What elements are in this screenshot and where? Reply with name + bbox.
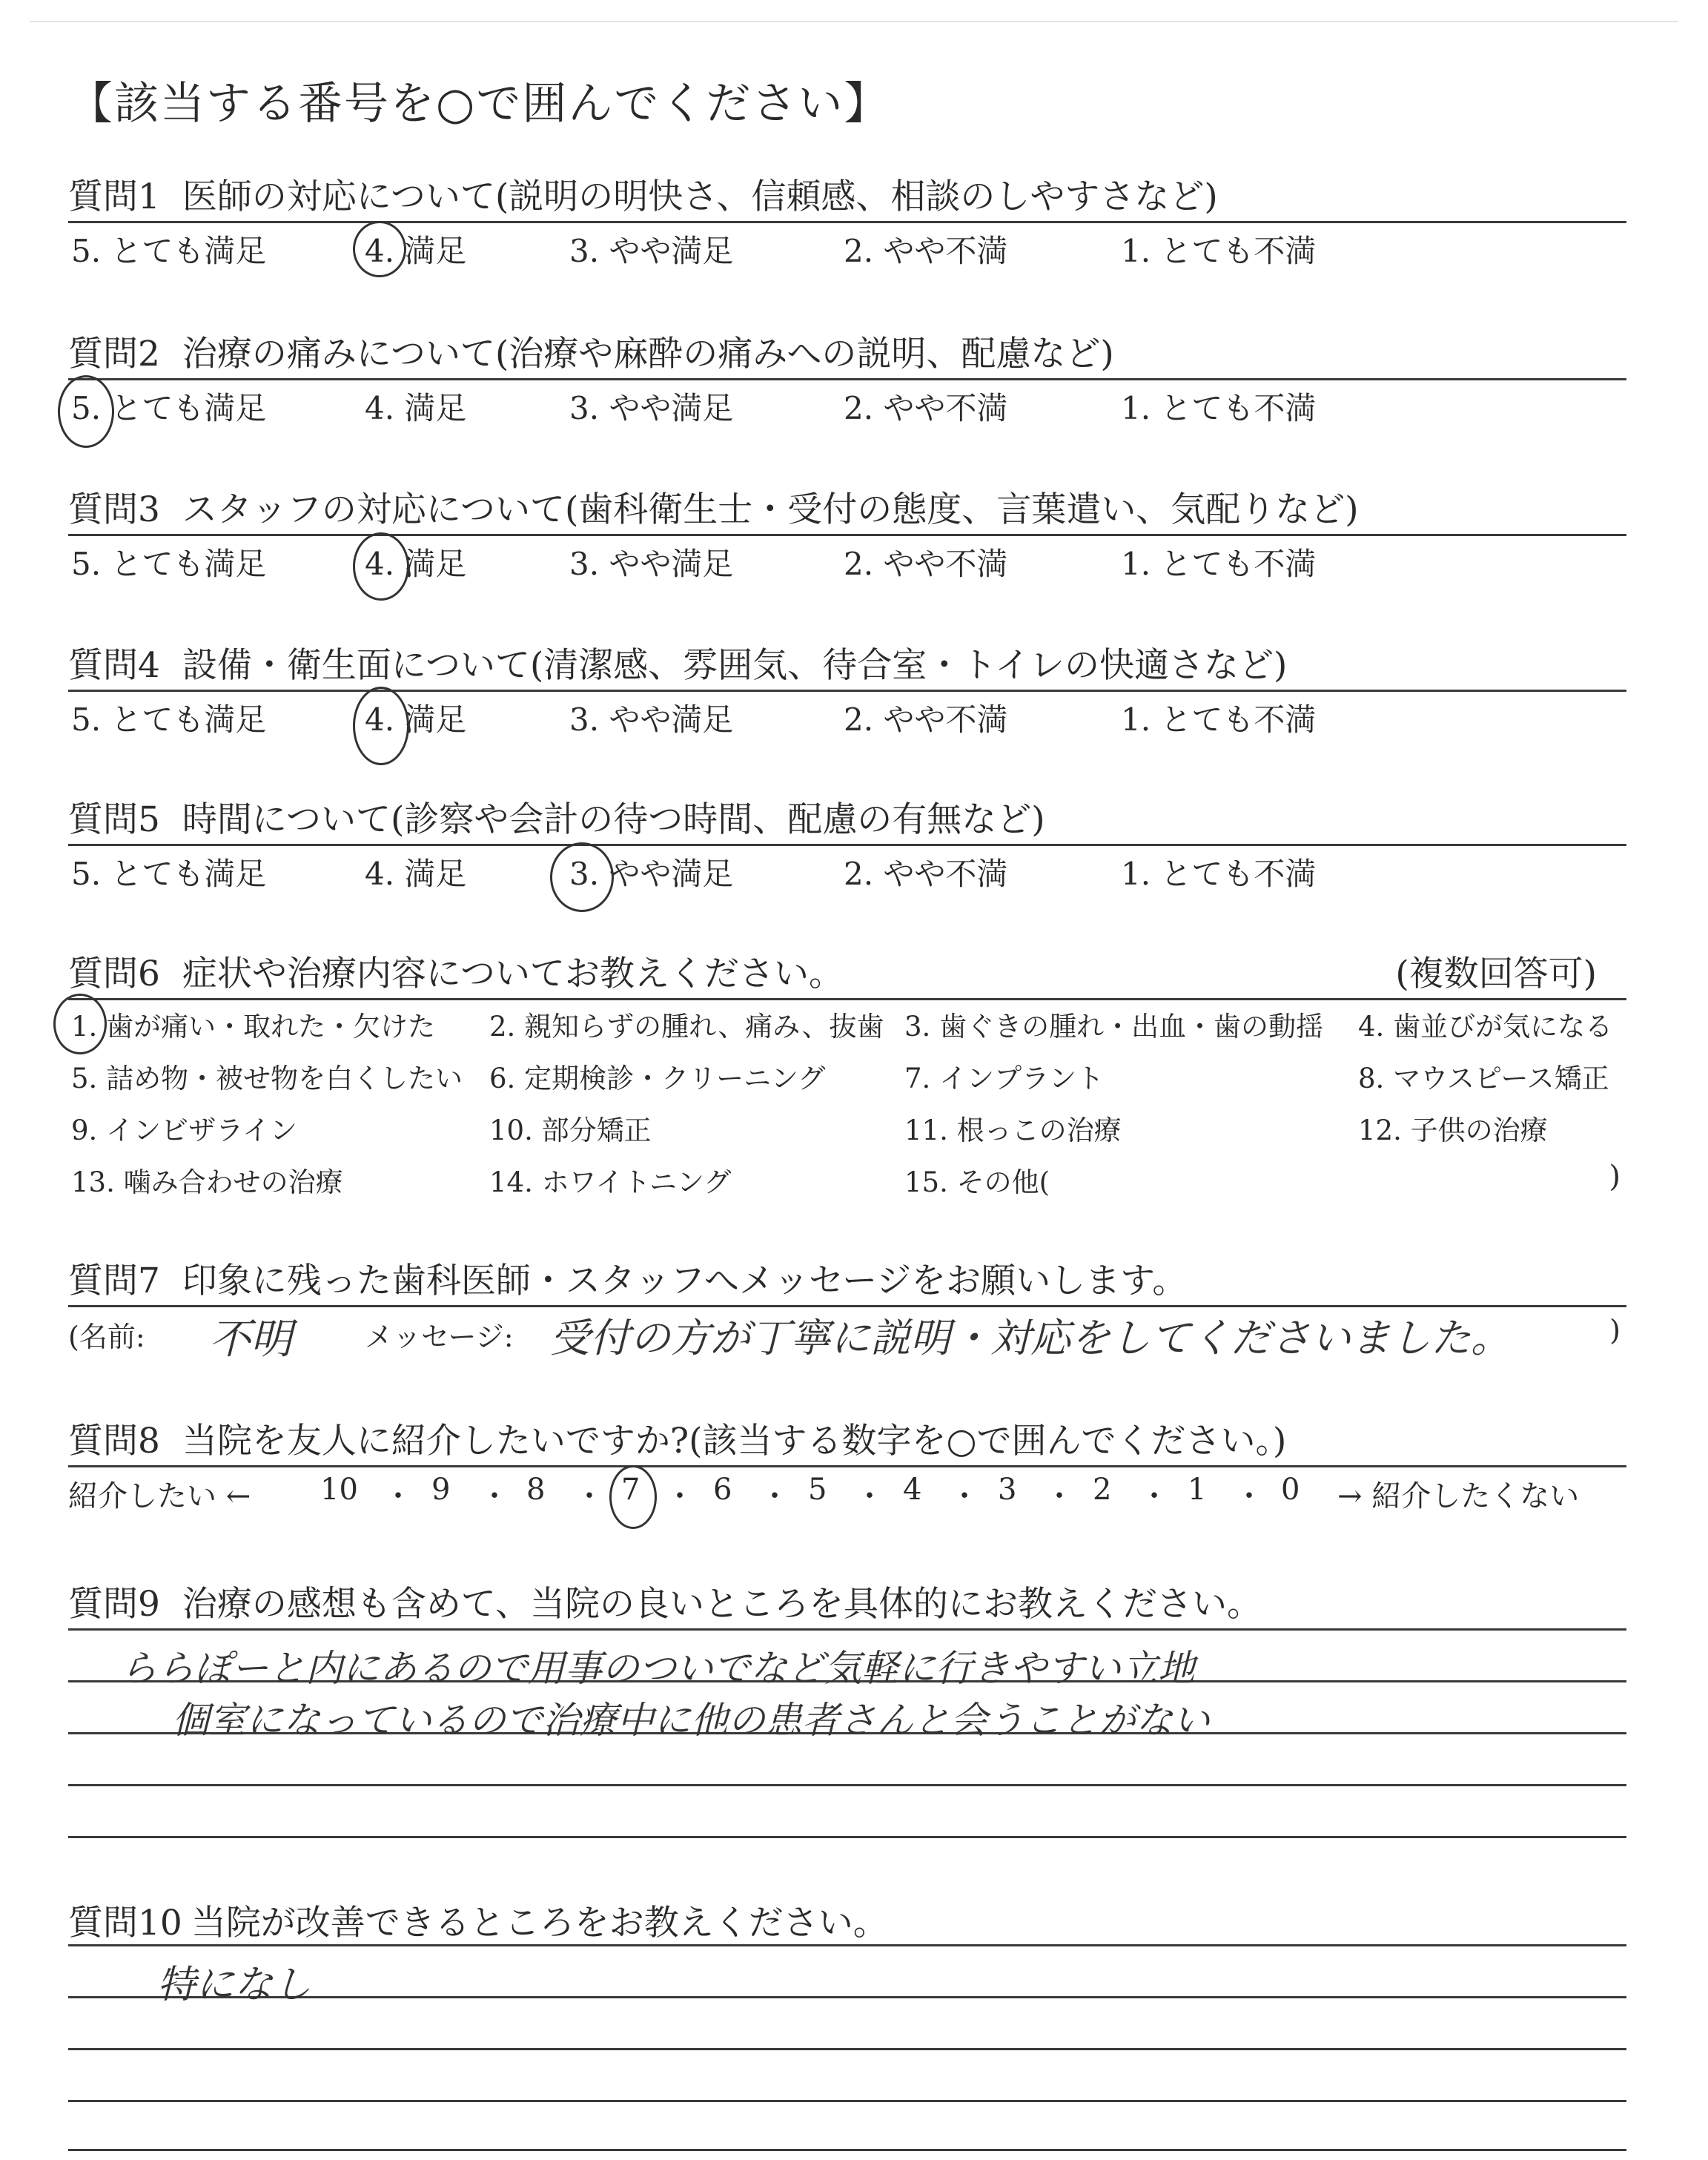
option-5[interactable]: 5. とても満足 [71, 233, 267, 269]
answer-9-line-1: ららぽーと内にあるので用事のついでなど気軽に行きやすい立地 [120, 1647, 1195, 1690]
question-10-answer-lines [68, 1944, 1626, 2152]
symptom-option-8[interactable]: 8. マウスピース矯正 [1358, 1063, 1609, 1094]
scale-dot: ・ [665, 1479, 695, 1513]
question-5 [68, 792, 1626, 892]
question-9-number: 質問9 [68, 1584, 160, 1625]
question-5-text: 時間について(診察や会計の待つ時間、配慮の有無など) [182, 799, 1045, 840]
question-1-text: 医師の対応について(説明の明快さ、信頼感、相談のしやすさなど) [182, 176, 1218, 217]
option-4[interactable]: 4. 満足 [365, 856, 467, 892]
scale-dot: ・ [1234, 1479, 1264, 1513]
question-6-rule [68, 998, 1626, 1000]
symptom-option-2[interactable]: 2. 親知らずの腫れ、痛み、抜歯 [489, 1011, 884, 1043]
scale-dot: ・ [760, 1479, 790, 1513]
message-label: メッセージ: [365, 1321, 514, 1353]
question-10-text: 当院が改善できるところをお教えください。 [191, 1903, 888, 1943]
selected-circle-mark [609, 1465, 657, 1529]
question-3-text: スタッフの対応について(歯科衛生士・受付の態度、言葉遣い、気配りなど) [182, 489, 1359, 530]
question-2-rule [68, 378, 1626, 380]
top-edge-line [30, 21, 1678, 22]
question-4-rule [68, 690, 1626, 692]
question-4-number: 質問4 [68, 645, 160, 686]
option-2[interactable]: 2. やや不満 [844, 701, 1008, 738]
option-2[interactable]: 2. やや不満 [844, 233, 1008, 269]
question-5-rule [68, 844, 1626, 846]
scale-value-1[interactable]: 1 [1188, 1473, 1207, 1507]
question-10-number: 質問10 [68, 1903, 182, 1943]
question-6 [68, 946, 1626, 1228]
message-handwritten: 受付の方が丁寧に説明・対応をしてくださいました。 [550, 1315, 1511, 1361]
symptom-option-7[interactable]: 7. インプラント [904, 1063, 1105, 1094]
ruled-line [68, 2149, 1626, 2151]
selected-circle-mark [550, 842, 614, 912]
question-1-rule [68, 221, 1626, 223]
scale-dot: ・ [855, 1479, 884, 1513]
question-1 [68, 169, 1626, 269]
scale-value-4[interactable]: 4 [903, 1473, 922, 1507]
scale-dot: ・ [480, 1479, 509, 1513]
scale-value-5[interactable]: 5 [808, 1473, 827, 1507]
question-8 [68, 1413, 1626, 1532]
question-3-rule [68, 534, 1626, 536]
recommend-scale [68, 1473, 1626, 1517]
question-3-number: 質問3 [68, 489, 160, 530]
symptom-option-10[interactable]: 10. 部分矯正 [489, 1114, 652, 1146]
selected-circle-mark [353, 221, 406, 277]
ruled-line [68, 1628, 1626, 1631]
symptom-option-3[interactable]: 3. 歯ぐきの腫れ・出血・歯の動揺 [904, 1011, 1324, 1043]
scale-dot: ・ [575, 1479, 604, 1513]
scale-dot: ・ [950, 1479, 979, 1513]
option-4[interactable]: 4. 満足 [365, 546, 467, 582]
other-close-paren: ) [1609, 1160, 1621, 1194]
recommend-left-label: 紹介したい ← [68, 1479, 251, 1513]
question-7-text: 印象に残った歯科医師・スタッフへメッセージをお願いします。 [182, 1261, 1188, 1301]
scale-dot: ・ [383, 1479, 413, 1513]
option-1[interactable]: 1. とても不満 [1121, 546, 1317, 582]
question-6-text: 症状や治療内容についてお教えください。 [182, 954, 844, 994]
symptom-option-15[interactable]: 15. その他( [904, 1166, 1050, 1198]
symptom-option-14[interactable]: 14. ホワイトニング [489, 1166, 732, 1198]
symptom-option-9[interactable]: 9. インビザライン [71, 1114, 297, 1146]
question-2-text: 治療の痛みについて(治療や麻酔の痛みへの説明、配慮など) [182, 334, 1114, 374]
option-5[interactable]: 5. とても満足 [71, 701, 267, 738]
question-4 [68, 638, 1626, 738]
option-5[interactable]: 5. とても満足 [71, 546, 267, 582]
question-4-options [68, 696, 1626, 740]
multiple-answers-note: (複数回答可) [1395, 954, 1597, 994]
symptom-option-13[interactable]: 13. 噛み合わせの治療 [71, 1166, 343, 1198]
question-5-number: 質問5 [68, 799, 160, 840]
ruled-line [68, 1784, 1626, 1786]
option-1[interactable]: 1. とても不満 [1121, 856, 1317, 892]
name-label: (名前: [68, 1321, 145, 1353]
question-9-text: 治療の感想も含めて、当院の良いところを具体的にお教えください。 [182, 1584, 1262, 1625]
scale-value-7[interactable]: 7 [621, 1473, 640, 1507]
scale-value-0[interactable]: 0 [1281, 1473, 1300, 1507]
ruled-line [68, 1944, 1626, 1946]
name-handwritten: 不明 [209, 1315, 292, 1364]
option-5[interactable]: 5. とても満足 [71, 390, 267, 426]
option-3[interactable]: 3. やや満足 [569, 390, 734, 426]
selected-circle-mark [53, 994, 107, 1054]
option-1[interactable]: 1. とても不満 [1121, 233, 1317, 269]
option-2[interactable]: 2. やや不満 [844, 856, 1008, 892]
option-2[interactable]: 2. やや不満 [844, 546, 1008, 582]
answer-10-line-1: 特になし [157, 1963, 312, 2007]
survey-title: 【該当する番号を○で囲んでください】 [68, 78, 890, 130]
scale-value-9[interactable]: 9 [431, 1473, 451, 1507]
option-4[interactable]: 4. 満足 [365, 233, 467, 269]
question-2 [68, 326, 1626, 426]
scale-value-6[interactable]: 6 [713, 1473, 732, 1507]
message-row [68, 1311, 1626, 1370]
scale-value-10[interactable]: 10 [320, 1473, 358, 1507]
symptom-option-4[interactable]: 4. 歯並びが気になる [1358, 1011, 1613, 1043]
question-3-options [68, 540, 1626, 584]
selected-circle-mark [353, 687, 409, 765]
question-3 [68, 482, 1626, 582]
symptom-option-12[interactable]: 12. 子供の治療 [1358, 1114, 1548, 1146]
question-8-number: 質問8 [68, 1421, 160, 1462]
selected-circle-mark [353, 532, 409, 601]
message-close-paren: ) [1609, 1314, 1621, 1347]
scale-value-3[interactable]: 3 [998, 1473, 1017, 1507]
scale-value-2[interactable]: 2 [1093, 1473, 1112, 1507]
question-9-answer-lines [68, 1628, 1626, 1851]
answer-9-line-2: 個室になっているので治療中に他の患者さんと会うことがない [172, 1699, 1210, 1742]
option-1[interactable]: 1. とても不満 [1121, 390, 1317, 426]
question-8-rule [68, 1465, 1626, 1467]
option-1[interactable]: 1. とても不満 [1121, 701, 1317, 738]
option-3[interactable]: 3. やや満足 [569, 856, 734, 892]
symptom-options [68, 1004, 1626, 1226]
selected-circle-mark [58, 375, 114, 448]
symptom-option-5[interactable]: 5. 詰め物・被せ物を白くしたい [71, 1063, 463, 1094]
question-1-options [68, 227, 1626, 271]
question-7-number: 質問7 [68, 1261, 160, 1301]
question-4-text: 設備・衛生面について(清潔感、雰囲気、待合室・トイレの快適さなど) [182, 645, 1288, 686]
option-3[interactable]: 3. やや満足 [569, 233, 734, 269]
question-2-options [68, 384, 1626, 429]
option-3[interactable]: 3. やや満足 [569, 701, 734, 738]
ruled-line [68, 2048, 1626, 2050]
ruled-line [68, 2100, 1626, 2102]
scale-dot: ・ [1139, 1479, 1169, 1513]
symptom-option-11[interactable]: 11. 根っこの治療 [904, 1114, 1122, 1146]
option-4[interactable]: 4. 満足 [365, 701, 467, 738]
question-6-number: 質問6 [68, 954, 160, 994]
option-2[interactable]: 2. やや不満 [844, 390, 1008, 426]
question-9 [68, 1576, 1626, 1636]
question-1-number: 質問1 [68, 176, 160, 217]
symptom-option-6[interactable]: 6. 定期検診・クリーニング [489, 1063, 826, 1094]
option-4[interactable]: 4. 満足 [365, 390, 467, 426]
ruled-line [68, 1836, 1626, 1838]
scale-dot: ・ [1045, 1479, 1074, 1513]
option-5[interactable]: 5. とても満足 [71, 856, 267, 892]
question-5-options [68, 850, 1626, 894]
question-2-number: 質問2 [68, 334, 160, 374]
symptom-option-1[interactable]: 1. 歯が痛い・取れた・欠けた [71, 1011, 436, 1043]
recommend-right-label: → 紹介したくない [1337, 1479, 1580, 1513]
scale-value-8[interactable]: 8 [526, 1473, 546, 1507]
question-8-text: 当院を友人に紹介したいですか?(該当する数字を○で囲んでください。) [182, 1421, 1287, 1462]
option-3[interactable]: 3. やや満足 [569, 546, 734, 582]
question-7 [68, 1253, 1626, 1379]
